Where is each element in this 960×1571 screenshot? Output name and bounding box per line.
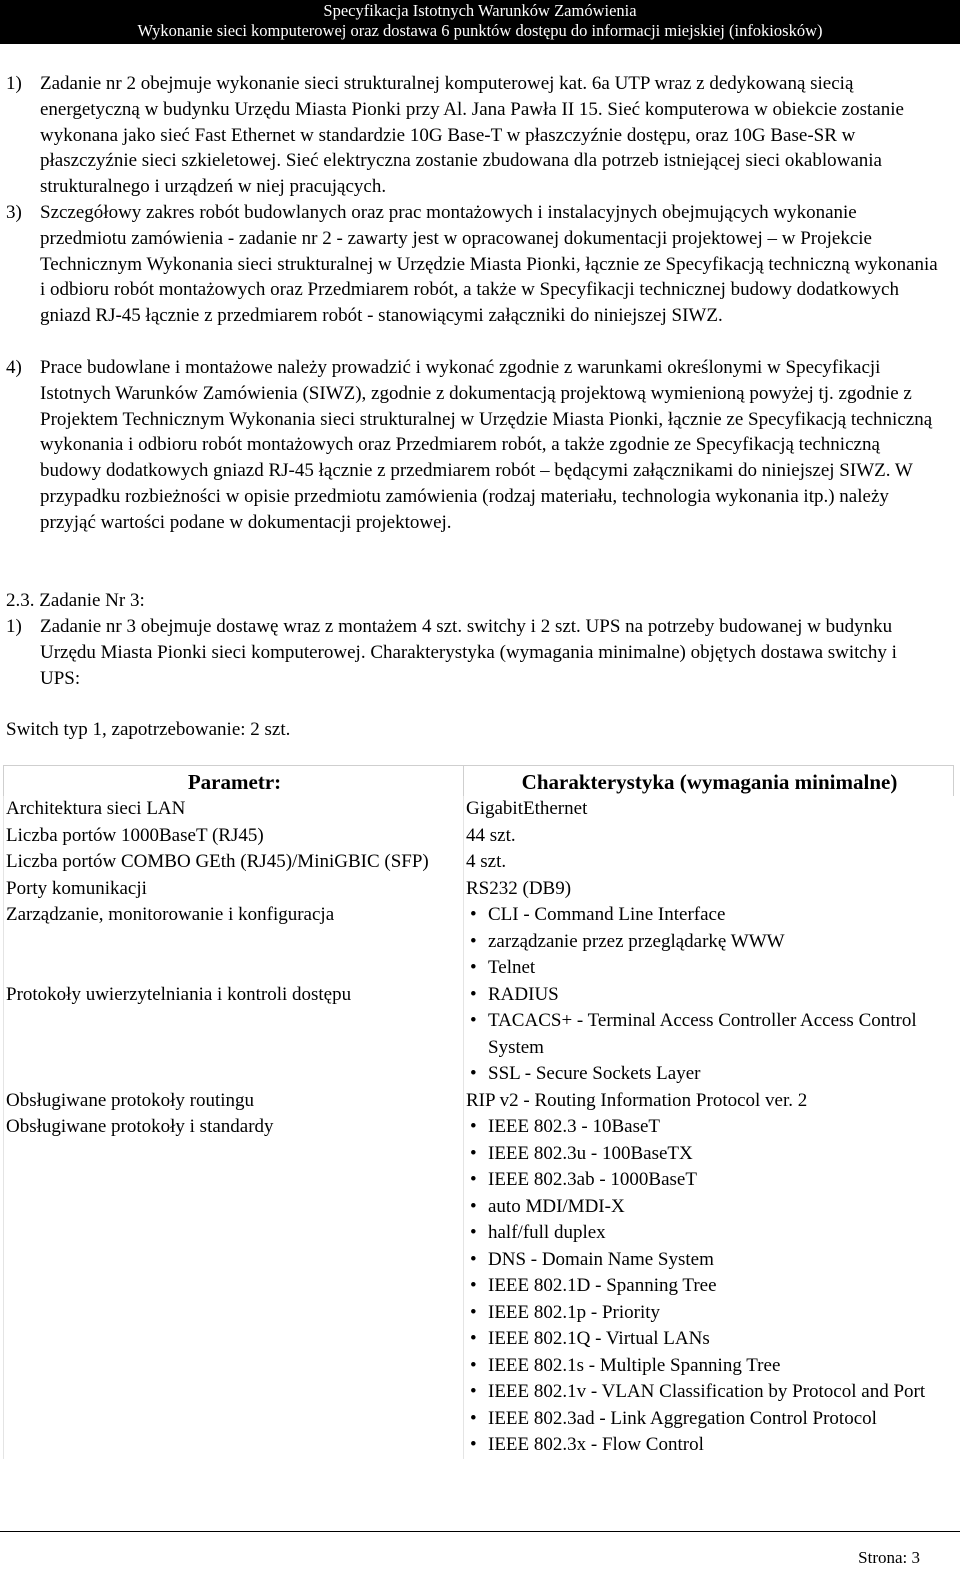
bullet-item: • IEEE 802.1v - VLAN Classification by Protocol and Port (466, 1379, 954, 1406)
bullet-item: • CLI - Command Line Interface (466, 902, 954, 929)
bullet-item: • IEEE 802.1p - Priority (466, 1300, 954, 1327)
table-header-row (4, 766, 954, 797)
bullet-item: • IEEE 802.1D - Spanning Tree (466, 1273, 954, 1300)
cell-value: GigabitEthernet (464, 796, 954, 823)
list-item (6, 200, 941, 329)
bullet-item: • IEEE 802.1Q - Virtual LANs (466, 1326, 954, 1353)
bullet-item: • IEEE 802.3u - 100BaseTX (466, 1141, 954, 1168)
cell-value (464, 1114, 954, 1459)
cell-value: RS232 (DB9) (464, 876, 954, 903)
value-bullet-list (466, 982, 954, 1088)
item-text: Zadanie nr 3 obejmuje dostawę wraz z montażem 4 szt. switchy i 2 szt. UPS na potrzeby budowanej w budynku Urzędu Miasta Pionki sieci komputerowej. Charakterystyka (wymagania minimalne) objętych dostawa switchy i UPS: (40, 616, 897, 689)
cell-value: 4 szt. (464, 849, 954, 876)
list-item (6, 71, 941, 200)
cell-parameter: Architektura sieci LAN (4, 796, 464, 823)
spec-table (3, 765, 954, 1459)
cell-value: RIP v2 - Routing Information Protocol ver. 2 (464, 1088, 954, 1115)
table-row (4, 1114, 954, 1459)
item-number: 4) (6, 357, 22, 378)
bullet-item: • IEEE 802.3x - Flow Control (466, 1432, 954, 1459)
cell-value (464, 982, 954, 1088)
column-header-parameter: Parametr: (4, 766, 464, 797)
bullet-item: • auto MDI/MDI-X (466, 1194, 954, 1221)
column-header-characteristics: Charakterystyka (wymagania minimalne) (464, 766, 954, 797)
bullet-item: • DNS - Domain Name System (466, 1247, 954, 1274)
list-item (6, 355, 941, 536)
item-number: 1) (6, 616, 22, 637)
item-number: 1) (6, 73, 22, 94)
switch-title: Switch typ 1, zapotrzebowanie: 2 szt. (6, 719, 291, 740)
table-row (4, 982, 954, 1088)
table-row (4, 902, 954, 982)
bullet-item: • Telnet (466, 955, 954, 982)
table-row (4, 823, 954, 850)
cell-parameter: Obsługiwane protokoły i standardy (4, 1114, 464, 1459)
bullet-item: • IEEE 802.3ad - Link Aggregation Control Protocol (466, 1406, 954, 1433)
value-bullet-list (466, 902, 954, 982)
table-row (4, 1088, 954, 1115)
cell-value: 44 szt. (464, 823, 954, 850)
page-number: Strona: 3 (858, 1548, 920, 1567)
item-number: 3) (6, 202, 22, 223)
footer-divider (0, 1531, 960, 1532)
cell-parameter: Zarządzanie, monitorowanie i konfiguracja (4, 902, 464, 982)
item-text: Szczegółowy zakres robót budowlanych oraz prac montażowych i instalacyjnych obejmujących wykonanie przedmiotu zamówienia - zadanie nr 2 - zawarty jest w opracowanej dokumentacji projektowej – w Projekcie Technicznym Wykonania sieci strukturalnej w Urzędzie Miasta Pionki, łącznie ze Specyfikacją techniczną wykonania i odbioru robót montażowych oraz Przedmiarem robót, a także w Specyfikacji technicznej budowy dodatkowych gniazd RJ-45 łącznie z przedmiarem robót - stanowiącymi załączniki do niniejszej SIWZ. (40, 202, 938, 327)
list-item (6, 614, 941, 691)
item-text: Zadanie nr 2 obejmuje wykonanie sieci strukturalnej komputerowej kat. 6a UTP wraz z dedykowaną siecią energetyczną w budynku Urzędu Miasta Pionki przy Al. Jana Pawła II 15. Sieć komputerowa w obiekcie zostanie wykonana jako sieć Fast Ethernet w standardzie 10G Base-T w płaszczyźnie dostępu, oraz 10G Base-SR w płaszczyźnie sieci szkieletowej. Sieć elektryczna zostanie zbudowana dla potrzeb istniejącej sieci okablowania strukturalnego i urządzeń w niej pracujących. (40, 73, 904, 198)
table-row (4, 849, 954, 876)
value-bullet-list (466, 1114, 954, 1459)
header-subtitle: Wykonanie sieci komputerowej oraz dostawa 6 punktów dostępu do informacji miejskiej (infokiosków) (137, 21, 823, 40)
cell-parameter: Protokoły uwierzytelniania i kontroli dostępu (4, 982, 464, 1088)
bullet-item: • SSL - Secure Sockets Layer (466, 1061, 954, 1088)
table-row (4, 796, 954, 823)
bullet-item: • IEEE 802.3 - 10BaseT (466, 1114, 954, 1141)
cell-parameter: Porty komunikacji (4, 876, 464, 903)
cell-parameter: Liczba portów COMBO GEth (RJ45)/MiniGBIC (SFP) (4, 849, 464, 876)
section-title: 2.3. Zadanie Nr 3: (6, 590, 145, 611)
bullet-item: • zarządzanie przez przeglądarkę WWW (466, 929, 954, 956)
cell-parameter: Liczba portów 1000BaseT (RJ45) (4, 823, 464, 850)
bullet-item: • IEEE 802.3ab - 1000BaseT (466, 1167, 954, 1194)
bullet-item: • TACACS+ - Terminal Access Controller Access Control System (466, 1008, 954, 1061)
cell-parameter: Obsługiwane protokoły routingu (4, 1088, 464, 1115)
bullet-item: • half/full duplex (466, 1220, 954, 1247)
bullet-item: • IEEE 802.1s - Multiple Spanning Tree (466, 1353, 954, 1380)
header-title: Specyfikacja Istotnych Warunków Zamówienia (323, 1, 637, 20)
table-row (4, 876, 954, 903)
item-text: Prace budowlane i montażowe należy prowadzić i wykonać zgodnie z warunkami określonymi w Specyfikacji Istotnych Warunków Zamówienia (SIWZ), zgodnie z dokumentacją projektową wymienioną powyżej tj. zgodnie z Projektem Technicznym Wykonania sieci strukturalnej w Urzędzie Miasta Pionki, łącznie ze Specyfikacją techniczną wykonania i odbioru robót montażowych oraz Przedmiarem robót, a także zgodnie ze Specyfikacją techniczną budowy dodatkowych gniazd RJ-45 łącznie z przedmiarem robót – będącymi załącznikami do niniejszej SIWZ. W przypadku rozbieżności w opisie przedmiotu zamówienia (rodzaj materiału, technologia wykonania itp.) należy przyjąć wartości podane w dokumentacji projektowej. (40, 357, 933, 533)
cell-value (464, 902, 954, 982)
document-header (0, 0, 960, 44)
bullet-item: • RADIUS (466, 982, 954, 1009)
